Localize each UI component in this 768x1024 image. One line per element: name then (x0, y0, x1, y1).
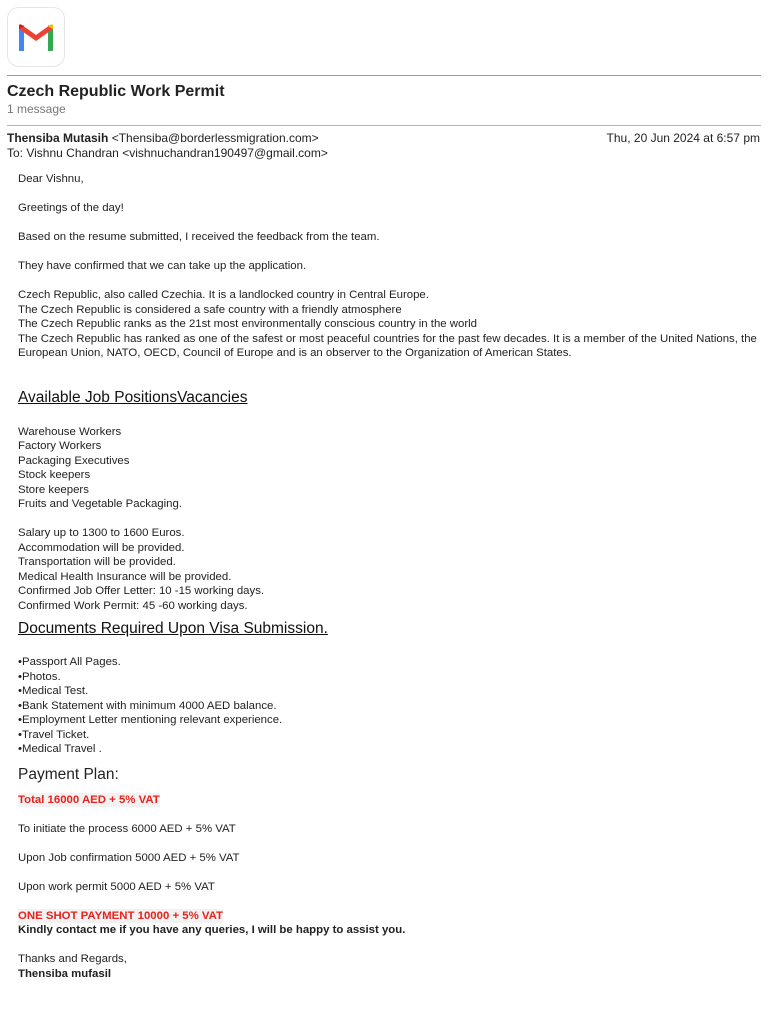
benefit-item: Transportation will be provided. (18, 556, 176, 568)
greeting: Dear Vishnu, (18, 173, 84, 185)
one-shot-payment: ONE SHOT PAYMENT 10000 + 5% VAT (18, 909, 223, 922)
benefit-item: Salary up to 1300 to 1600 Euros. (18, 527, 185, 539)
regards-line: Thanks and Regards, (18, 953, 127, 965)
contact-line: Kindly contact me if you have any queries, I will be happy to assist you. (18, 924, 406, 936)
confirmed-line: They have confirmed that we can take up the application. (18, 260, 307, 272)
benefit-item: Confirmed Work Permit: 45 -60 working days. (18, 599, 248, 612)
document-item: •Photos. (18, 670, 61, 683)
header-divider (7, 75, 761, 76)
position-item: Store keepers (18, 483, 89, 496)
email-body (18, 172, 758, 981)
payment-step: To initiate the process 6000 AED + 5% VAT (18, 822, 236, 835)
position-item: Warehouse Workers (18, 425, 122, 438)
position-item: Factory Workers (18, 440, 102, 452)
positions-heading: Available Job PositionsVacancies (18, 388, 248, 406)
document-item: •Medical Travel . (18, 743, 102, 755)
payment-step: Upon work permit 5000 AED + 5% VAT (18, 880, 215, 893)
payment-total: Total 16000 AED + 5% VAT (18, 793, 160, 806)
benefit-item: Accommodation will be provided. (18, 541, 185, 554)
feedback-line: Based on the resume submitted, I received the feedback from the team. (18, 231, 380, 243)
benefit-item: Confirmed Job Offer Letter: 10 -15 working days. (18, 585, 265, 597)
czech-info-line: The Czech Republic has ranked as one of the safest or most peaceful countries for the past few decades. It is a member of the United Nations, the European Union, NATO, OECD, Council of Europe and is an observer to the Organization of American States. (18, 332, 757, 359)
signature-name: Thensiba mufasil (18, 967, 112, 980)
documents-heading: Documents Required Upon Visa Submission. (18, 620, 328, 637)
gmail-logo (7, 7, 65, 67)
czech-info-line: The Czech Republic is considered a safe country with a friendly atmosphere (18, 303, 402, 316)
email-subject: Czech Republic Work Permit (7, 83, 225, 100)
thread-divider (7, 125, 761, 126)
document-item: •Travel Ticket. (18, 728, 90, 741)
document-item: •Employment Letter mentioning relevant experience. (18, 714, 283, 726)
position-item: Stock keepers (18, 469, 91, 481)
position-item: Fruits and Vegetable Packaging. (18, 498, 183, 510)
czech-info-line: The Czech Republic ranks as the 21st most environmentally conscious country in the world (18, 318, 478, 330)
sender-email[interactable]: <Thensiba@borderlessmigration.com> (111, 131, 319, 145)
greetings-line: Greetings of the day! (18, 202, 124, 214)
document-item: •Bank Statement with minimum 4000 AED balance. (18, 699, 277, 712)
gmail-logo-icon (16, 22, 56, 52)
payment-plan-title: Payment Plan: (18, 765, 119, 783)
message-count: 1 message (7, 102, 66, 116)
payment-step: Upon Job confirmation 5000 AED + 5% VAT (18, 851, 240, 864)
czech-info-line: Czech Republic, also called Czechia. It is a landlocked country in Central Europe. (18, 289, 429, 301)
position-item: Packaging Executives (18, 454, 130, 467)
recipient-line: To: Vishnu Chandran <vishnuchandran190497@gmail.com> (7, 146, 328, 160)
document-item: •Medical Test. (18, 685, 89, 697)
benefit-item: Medical Health Insurance will be provided. (18, 570, 232, 583)
email-date: Thu, 20 Jun 2024 at 6:57 pm (606, 131, 760, 145)
sender-line (7, 131, 319, 145)
sender-name: Thensiba Mutasih (7, 131, 109, 145)
document-item: •Passport All Pages. (18, 656, 121, 668)
